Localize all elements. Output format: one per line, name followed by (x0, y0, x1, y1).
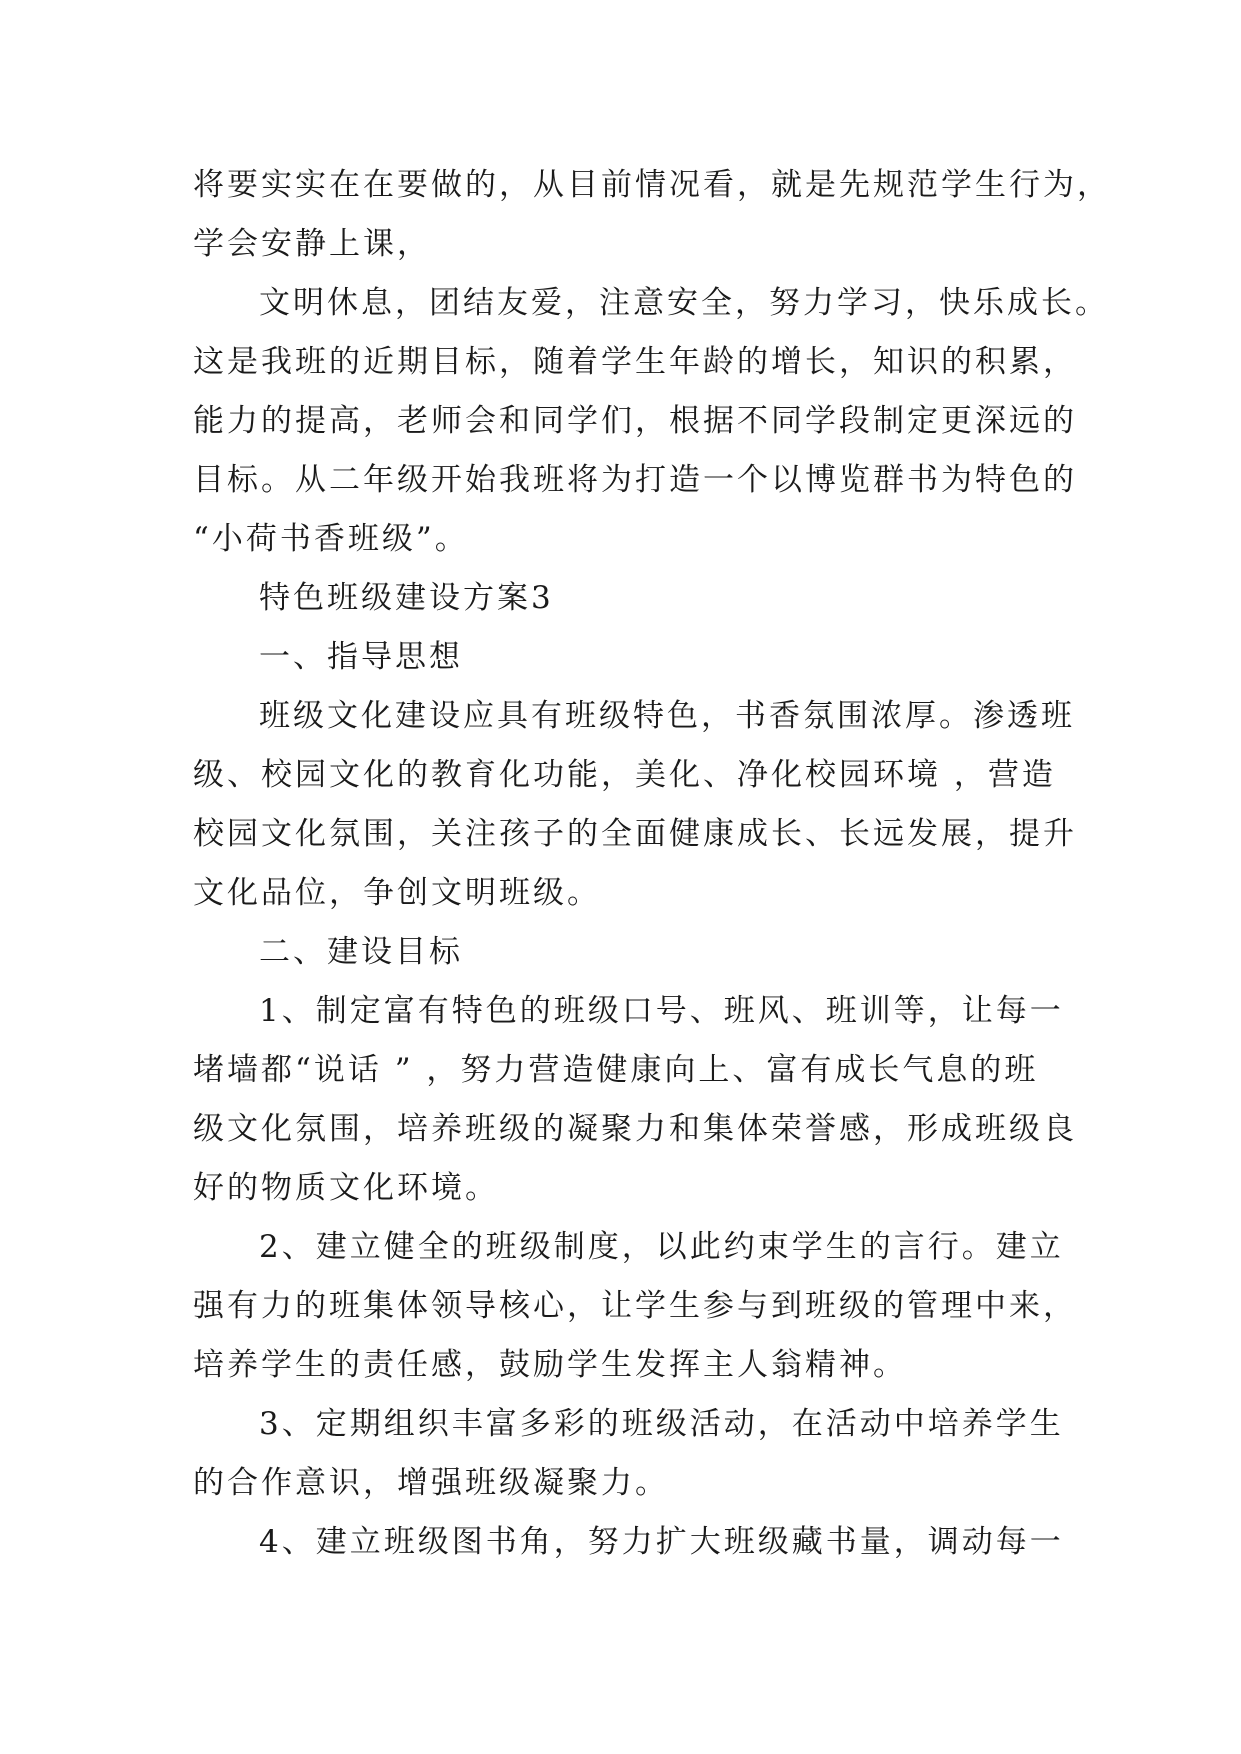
section-heading: 二、建设目标 (259, 934, 463, 970)
text-line: 的合作意识，增强班级凝聚力。 (193, 1465, 669, 1501)
text-line: 这是我班的近期目标，随着学生年龄的增长，知识的积累， (193, 344, 1077, 380)
text-line: 3、定期组织丰富多彩的班级活动，在活动中培养学生 (259, 1406, 1064, 1442)
section-heading: 一、指导思想 (259, 639, 463, 675)
text-line: 能力的提高，老师会和同学们，根据不同学段制定更深远的 (193, 403, 1077, 439)
text-line: 强有力的班集体领导核心，让学生参与到班级的管理中来， (193, 1288, 1077, 1324)
text-line: “小荷书香班级”。 (193, 521, 469, 557)
text-line: 目标。从二年级开始我班将为打造一个以博览群书为特色的 (193, 462, 1077, 498)
text-line: 级文化氛围，培养班级的凝聚力和集体荣誉感，形成班级良 (193, 1111, 1077, 1147)
text-line: 学会安静上课， (193, 226, 431, 262)
text-line: 4、建立班级图书角，努力扩大班级藏书量，调动每一 (259, 1524, 1064, 1560)
text-line: 文化品位，争创文明班级。 (193, 875, 601, 911)
text-line: 级、校园文化的教育化功能，美化、净化校园环境 ，营造 (193, 757, 1056, 793)
text-line: 堵墙都“说话 ” ，努力营造健康向上、富有成长气息的班 (193, 1052, 1039, 1088)
text-line: 将要实实在在要做的，从目前情况看，就是先规范学生行为， (193, 167, 1111, 203)
text-line: 校园文化氛围，关注孩子的全面健康成长、长远发展，提升 (193, 816, 1077, 852)
text-line: 1、制定富有特色的班级口号、班风、班训等，让每一 (259, 993, 1064, 1029)
text-line: 文明休息，团结友爱，注意安全，努力学习，快乐成长。 (259, 285, 1109, 321)
text-line: 2、建立健全的班级制度，以此约束学生的言行。建立 (259, 1229, 1064, 1265)
document-body (193, 156, 1111, 1572)
section-title: 特色班级建设方案3 (259, 580, 554, 616)
text-line: 好的物质文化环境。 (193, 1170, 499, 1206)
text-line: 班级文化建设应具有班级特色，书香氛围浓厚。渗透班 (259, 698, 1075, 734)
text-line: 培养学生的责任感，鼓励学生发挥主人翁精神。 (193, 1347, 907, 1383)
